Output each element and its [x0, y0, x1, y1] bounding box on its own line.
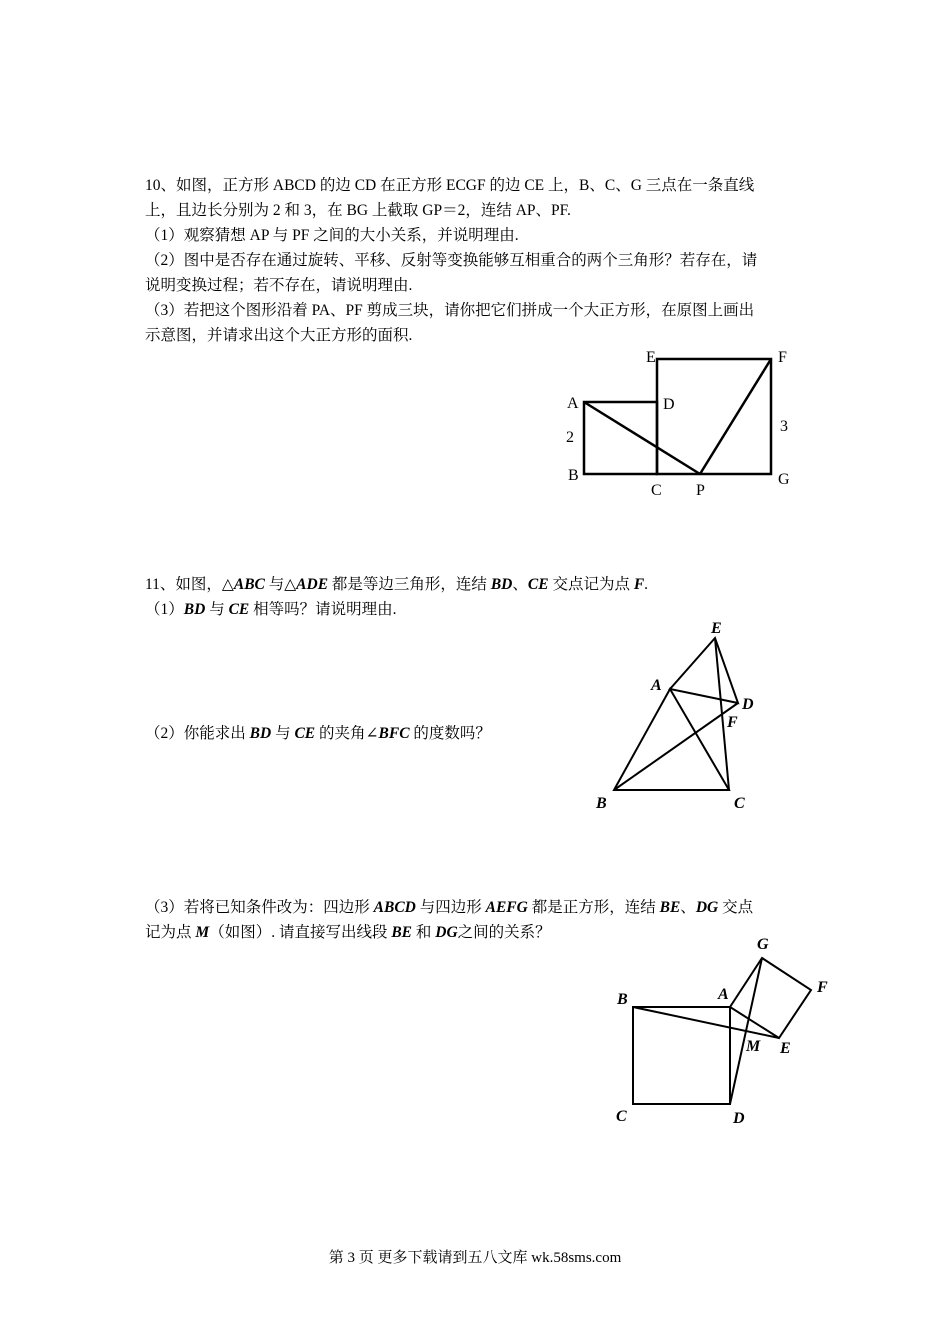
- label-e: E: [646, 349, 656, 366]
- fig2-label-a: A: [718, 986, 729, 1003]
- fig1-label-c: C: [734, 795, 745, 812]
- q10-part-2: （2）图中是否存在通过旋转、平移、反射等变换能够互相重合的两个三角形？若存在，请: [145, 252, 758, 269]
- q10-line-2: 上，且边长分别为 2 和 3，在 BG 上截取 GP＝2，连结 AP、PF.: [145, 202, 571, 219]
- label-side-3: 3: [780, 418, 788, 435]
- segment-be: [633, 1007, 779, 1038]
- q11-part-3: （3）若将已知条件改为：四边形 ABCD 与四边形 AEFG 都是正方形，连结 BE、DG 交点: [145, 899, 754, 916]
- label-b: B: [568, 467, 579, 484]
- q11-part-2: （2）你能求出 BD 与 CE 的夹角∠BFC 的度数吗？: [145, 725, 491, 742]
- q11-part-3-cont: 记为点 M（如图）. 请直接写出线段 BE 和 DG之间的关系？: [145, 924, 551, 941]
- triangle-ade: [670, 638, 738, 703]
- q11-figure-2: [633, 958, 811, 1104]
- q11-part-1: （1）BD 与 CE 相等吗？请说明理由.: [145, 601, 397, 618]
- q10-part-3: （3）若把这个图形沿着 PA、PF 剪成三块，请你把它们拼成一个大正方形，在原图上画出: [145, 302, 755, 319]
- q10-part-3-cont: 示意图，并请求出这个大正方形的面积.: [145, 327, 413, 344]
- fig1-label-d: D: [742, 696, 754, 713]
- segment-bd: [614, 703, 738, 790]
- fig2-label-b: B: [617, 991, 628, 1008]
- fig2-label-e: E: [780, 1040, 791, 1057]
- label-f: F: [778, 349, 787, 366]
- segment-dg: [730, 958, 762, 1104]
- fig2-label-g: G: [757, 936, 769, 953]
- label-d: D: [663, 396, 675, 413]
- segment-pf: [700, 359, 771, 474]
- q10-line-1: 10、如图，正方形 ABCD 的边 CD 在正方形 ECGF 的边 CE 上，B、C、G 三点在一条直线: [145, 177, 755, 194]
- label-p: P: [696, 482, 705, 499]
- square-abcd: [584, 402, 657, 474]
- triangle-abc: [614, 689, 729, 790]
- segment-ap: [584, 402, 700, 474]
- fig2-label-f: F: [817, 979, 828, 996]
- square-abcd-2: [633, 1007, 730, 1104]
- q10-part-2-cont: 说明变换过程；若不存在，请说明理由.: [145, 277, 413, 294]
- fig2-label-c: C: [616, 1108, 627, 1125]
- q11-figure-1: [614, 638, 738, 790]
- q10-part-1: （1）观察猜想 AP 与 PF 之间的大小关系，并说明理由.: [145, 227, 519, 244]
- label-a: A: [567, 395, 579, 412]
- fig1-label-a: A: [651, 677, 662, 694]
- fig1-label-e: E: [711, 620, 722, 637]
- square-aefg: [730, 958, 811, 1038]
- q11-line-1: 11、如图，△ABC 与△ADE 都是等边三角形，连结 BD、CE 交点记为点 F.: [145, 576, 649, 593]
- label-side-2: 2: [566, 429, 574, 446]
- label-c: C: [651, 482, 662, 499]
- fig1-label-b: B: [596, 795, 607, 812]
- fig2-label-d: D: [733, 1110, 745, 1127]
- page-footer: 第 3 页 更多下载请到五八文库 wk.58sms.com: [328, 1250, 622, 1266]
- fig1-label-f: F: [727, 714, 738, 731]
- fig2-label-m: M: [746, 1038, 761, 1055]
- label-g: G: [778, 471, 790, 488]
